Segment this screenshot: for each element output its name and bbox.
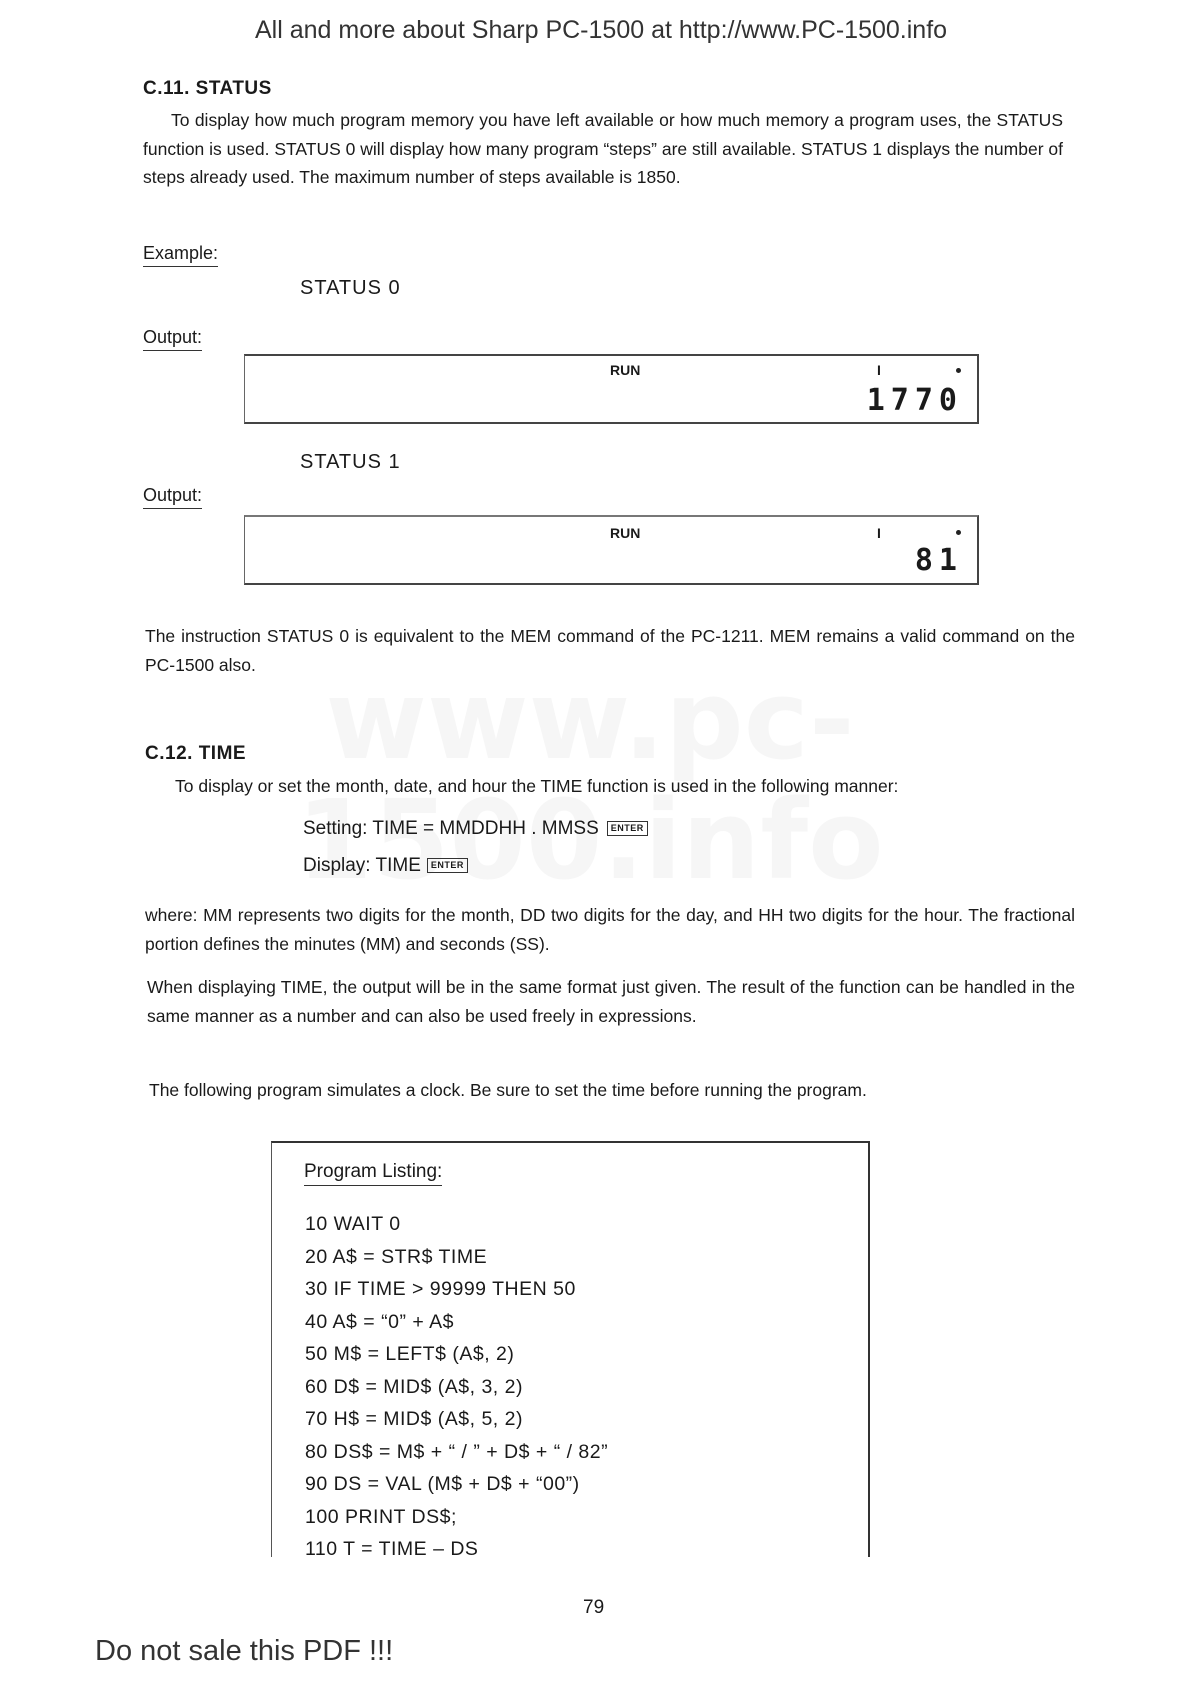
enter-key-icon: ENTER [427, 858, 468, 873]
lcd-value: 81 [914, 543, 963, 578]
status-dot [956, 368, 961, 373]
lcd-value: 1770 [866, 383, 963, 418]
program-listing-box [271, 1141, 870, 1560]
listing-line: 60 D$ = MID$ (A$, 3, 2) [305, 1375, 523, 1398]
shift-indicator: I [877, 525, 881, 541]
display-syntax: Display: TIME [303, 855, 421, 876]
site-header: All and more about Sharp PC-1500 at http://www.PC-1500.info [255, 16, 948, 44]
listing-line: 90 DS = VAL (M$ + D$ + “00”) [305, 1473, 580, 1495]
where-paragraph: where: MM represents two digits for the month, DD two digits for the day, and HH two digits for the hour. The fractional portion defines the minutes (MM) and seconds (SS). [145, 905, 1075, 954]
example-label: Example: [143, 243, 218, 267]
enter-key-icon: ENTER [607, 821, 648, 836]
listing-line: 80 DS$ = M$ + “ / ” + D$ + “ / 82” [305, 1440, 609, 1463]
time-display-line [303, 855, 468, 877]
listing-title: Program Listing: [304, 1161, 442, 1186]
listing-line: 30 IF TIME > 99999 THEN 50 [305, 1278, 576, 1300]
listing-line: 110 T = TIME – DS [305, 1538, 479, 1560]
time-intro-paragraph: To display or set the month, date, and hour the TIME function is used in the following manner: [175, 776, 899, 796]
following-paragraph: The following program simulates a clock. Be sure to set the time before running the program. [149, 1080, 867, 1100]
run-mode-indicator: RUN [610, 362, 641, 378]
listing-line: 50 M$ = LEFT$ (A$, 2) [305, 1343, 515, 1365]
listing-lines [305, 1208, 608, 1566]
shift-indicator: I [877, 362, 881, 378]
section-title-status: C.11. STATUS [143, 78, 272, 99]
lcd-display-1 [244, 354, 979, 424]
output-label-1: Output: [143, 327, 202, 351]
lcd-display-2 [244, 515, 979, 585]
time-setting-line [303, 818, 648, 840]
status-intro-paragraph: To display how much program memory you have left available or how much memory a program uses, the STATUS function is used. STATUS 0 will display how many program “steps” are still available. STATUS 1 displays the number of steps already used. The maximum number of steps available is 1850. [143, 110, 1063, 187]
listing-line: 70 H$ = MID$ (A$, 5, 2) [305, 1408, 523, 1430]
listing-line: 40 A$ = “0” + A$ [305, 1310, 454, 1333]
setting-syntax: Setting: TIME = MMDDHH . MMSS [303, 818, 599, 839]
listing-line: 100 PRINT DS$; [305, 1505, 457, 1528]
page-number: 79 [583, 1597, 605, 1618]
status1-command: STATUS 1 [300, 451, 401, 473]
section-title-time: C.12. TIME [145, 743, 247, 764]
output-label-2: Output: [143, 485, 202, 509]
status-dot [956, 530, 961, 535]
status-note-paragraph: The instruction STATUS 0 is equivalent to the MEM command of the PC-1211. MEM remains a valid command on the PC-1500 also. [145, 626, 1075, 675]
listing-line: 20 A$ = STR$ TIME [305, 1245, 488, 1268]
run-mode-indicator: RUN [610, 525, 641, 541]
when-paragraph: When displaying TIME, the output will be in the same format just given. The result of the function can be handled in the same manner as a number and can also be used freely in expressions. [147, 977, 1075, 1026]
status0-command: STATUS 0 [300, 277, 401, 299]
listing-line: 10 WAIT 0 [305, 1213, 401, 1235]
footer-notice: Do not sale this PDF !!! [95, 1635, 394, 1667]
